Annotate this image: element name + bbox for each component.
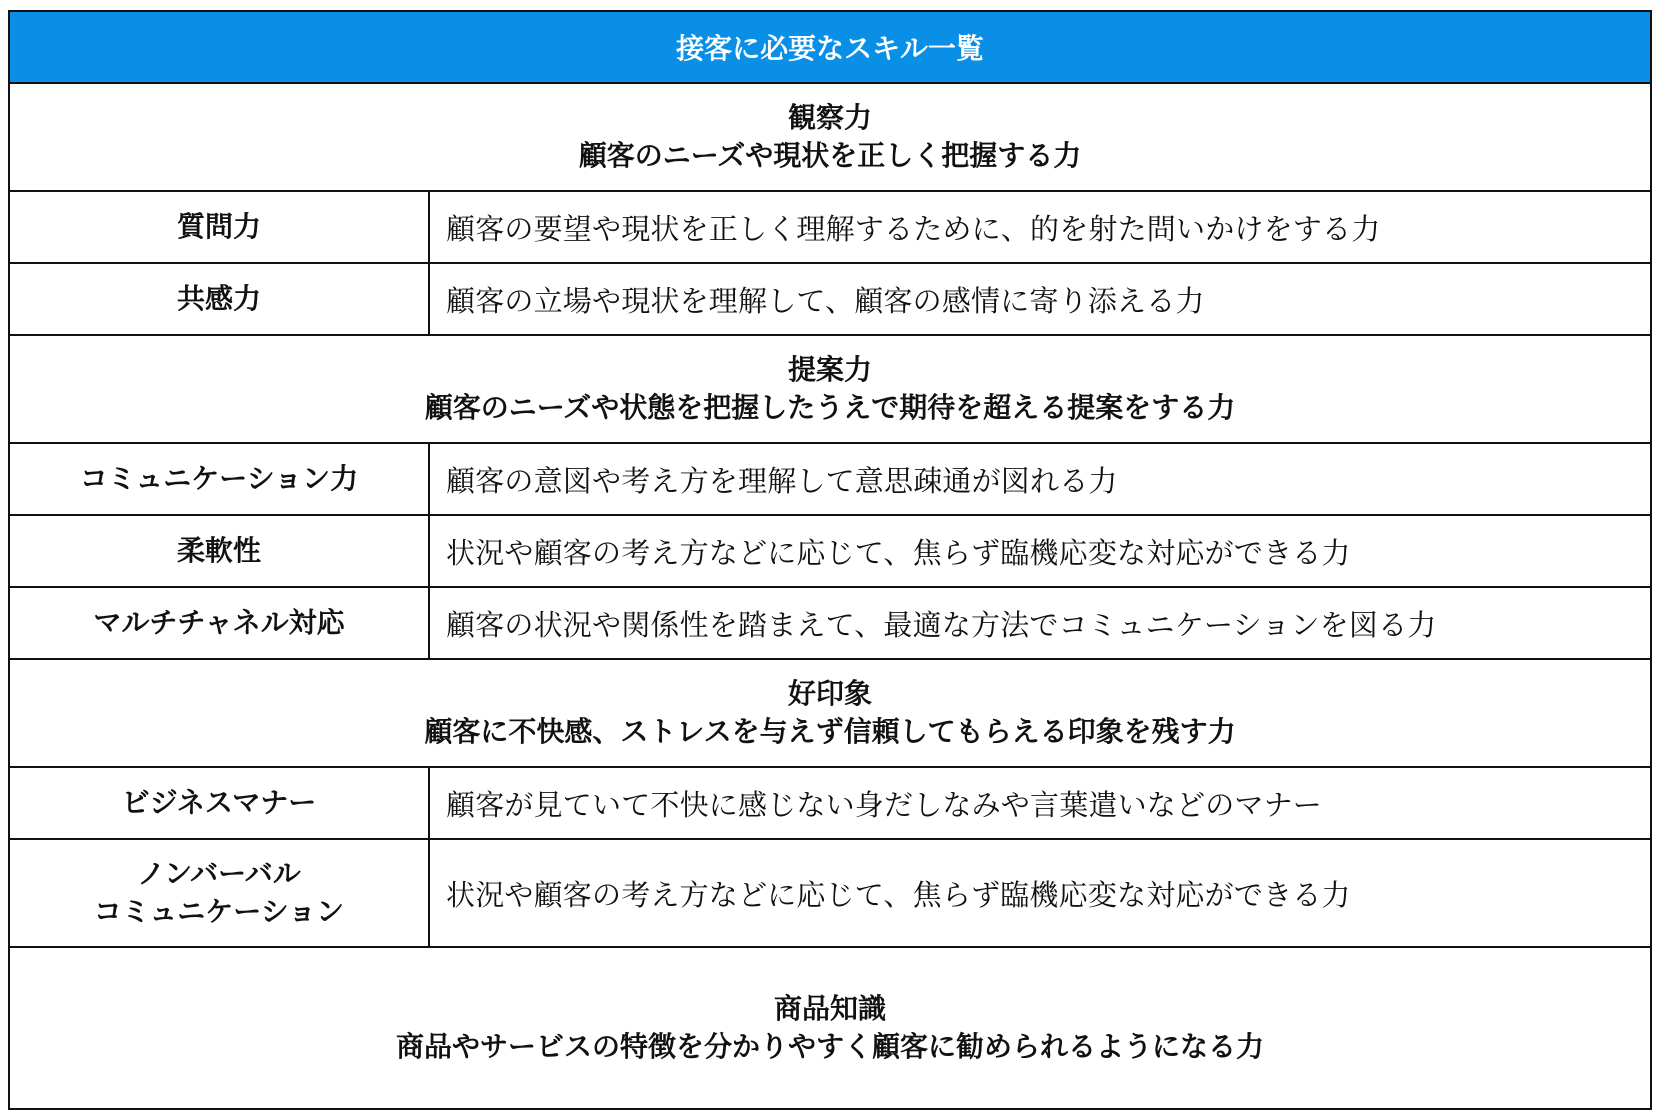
skill-description: 顧客の要望や現状を正しく理解するために、的を射た問いかけをする力 — [446, 211, 1381, 246]
category-description: 顧客のニーズや状態を把握したうえで期待を超える提案をする力 — [424, 391, 1236, 424]
category-row-observation — [10, 84, 1650, 192]
skill-description: 顧客の意図や考え方を理解して意思疎通が図れる力 — [446, 463, 1118, 498]
category-row-impression — [10, 660, 1650, 768]
skill-row — [10, 516, 1650, 588]
skill-name: 共感力 — [10, 264, 430, 334]
category-name: 商品知識 — [773, 992, 886, 1025]
skill-row — [10, 444, 1650, 516]
skill-description: 状況や顧客の考え方などに応じて、焦らず臨機応変な対応ができる力 — [446, 535, 1351, 570]
skill-row — [10, 192, 1650, 264]
skill-name: コミュニケーション力 — [10, 444, 430, 514]
category-description: 顧客に不快感、ストレスを与えず信頼してもらえる印象を残す力 — [424, 715, 1236, 748]
skill-name: 柔軟性 — [10, 516, 430, 586]
category-description: 商品やサービスの特徴を分かりやすく顧客に勧められるようになる力 — [395, 1030, 1264, 1063]
skill-name: ノンバーバル コミュニケーション — [10, 840, 430, 946]
category-row-product-knowledge — [10, 948, 1650, 1108]
skill-name: マルチチャネル対応 — [10, 588, 430, 658]
category-name: 観察力 — [787, 101, 872, 134]
skills-table — [8, 10, 1652, 1110]
skill-name: ビジネスマナー — [10, 768, 430, 838]
skill-row — [10, 768, 1650, 840]
skill-description: 顧客が見ていて不快に感じない身だしなみや言葉遣いなどのマナー — [446, 787, 1323, 822]
category-row-proposal — [10, 336, 1650, 444]
table-title: 接客に必要なスキル一覧 — [10, 12, 1650, 84]
skill-row — [10, 264, 1650, 336]
skill-name: 質問力 — [10, 192, 430, 262]
category-name: 好印象 — [787, 677, 872, 710]
skill-description: 顧客の状況や関係性を踏まえて、最適な方法でコミュニケーションを図る力 — [446, 607, 1437, 642]
skill-row — [10, 840, 1650, 948]
skill-row — [10, 588, 1650, 660]
category-description: 顧客のニーズや現状を正しく把握する力 — [578, 139, 1082, 172]
category-name: 提案力 — [787, 353, 872, 386]
skill-description: 顧客の立場や現状を理解して、顧客の感情に寄り添える力 — [446, 283, 1205, 318]
skill-description: 状況や顧客の考え方などに応じて、焦らず臨機応変な対応ができる力 — [446, 877, 1351, 912]
